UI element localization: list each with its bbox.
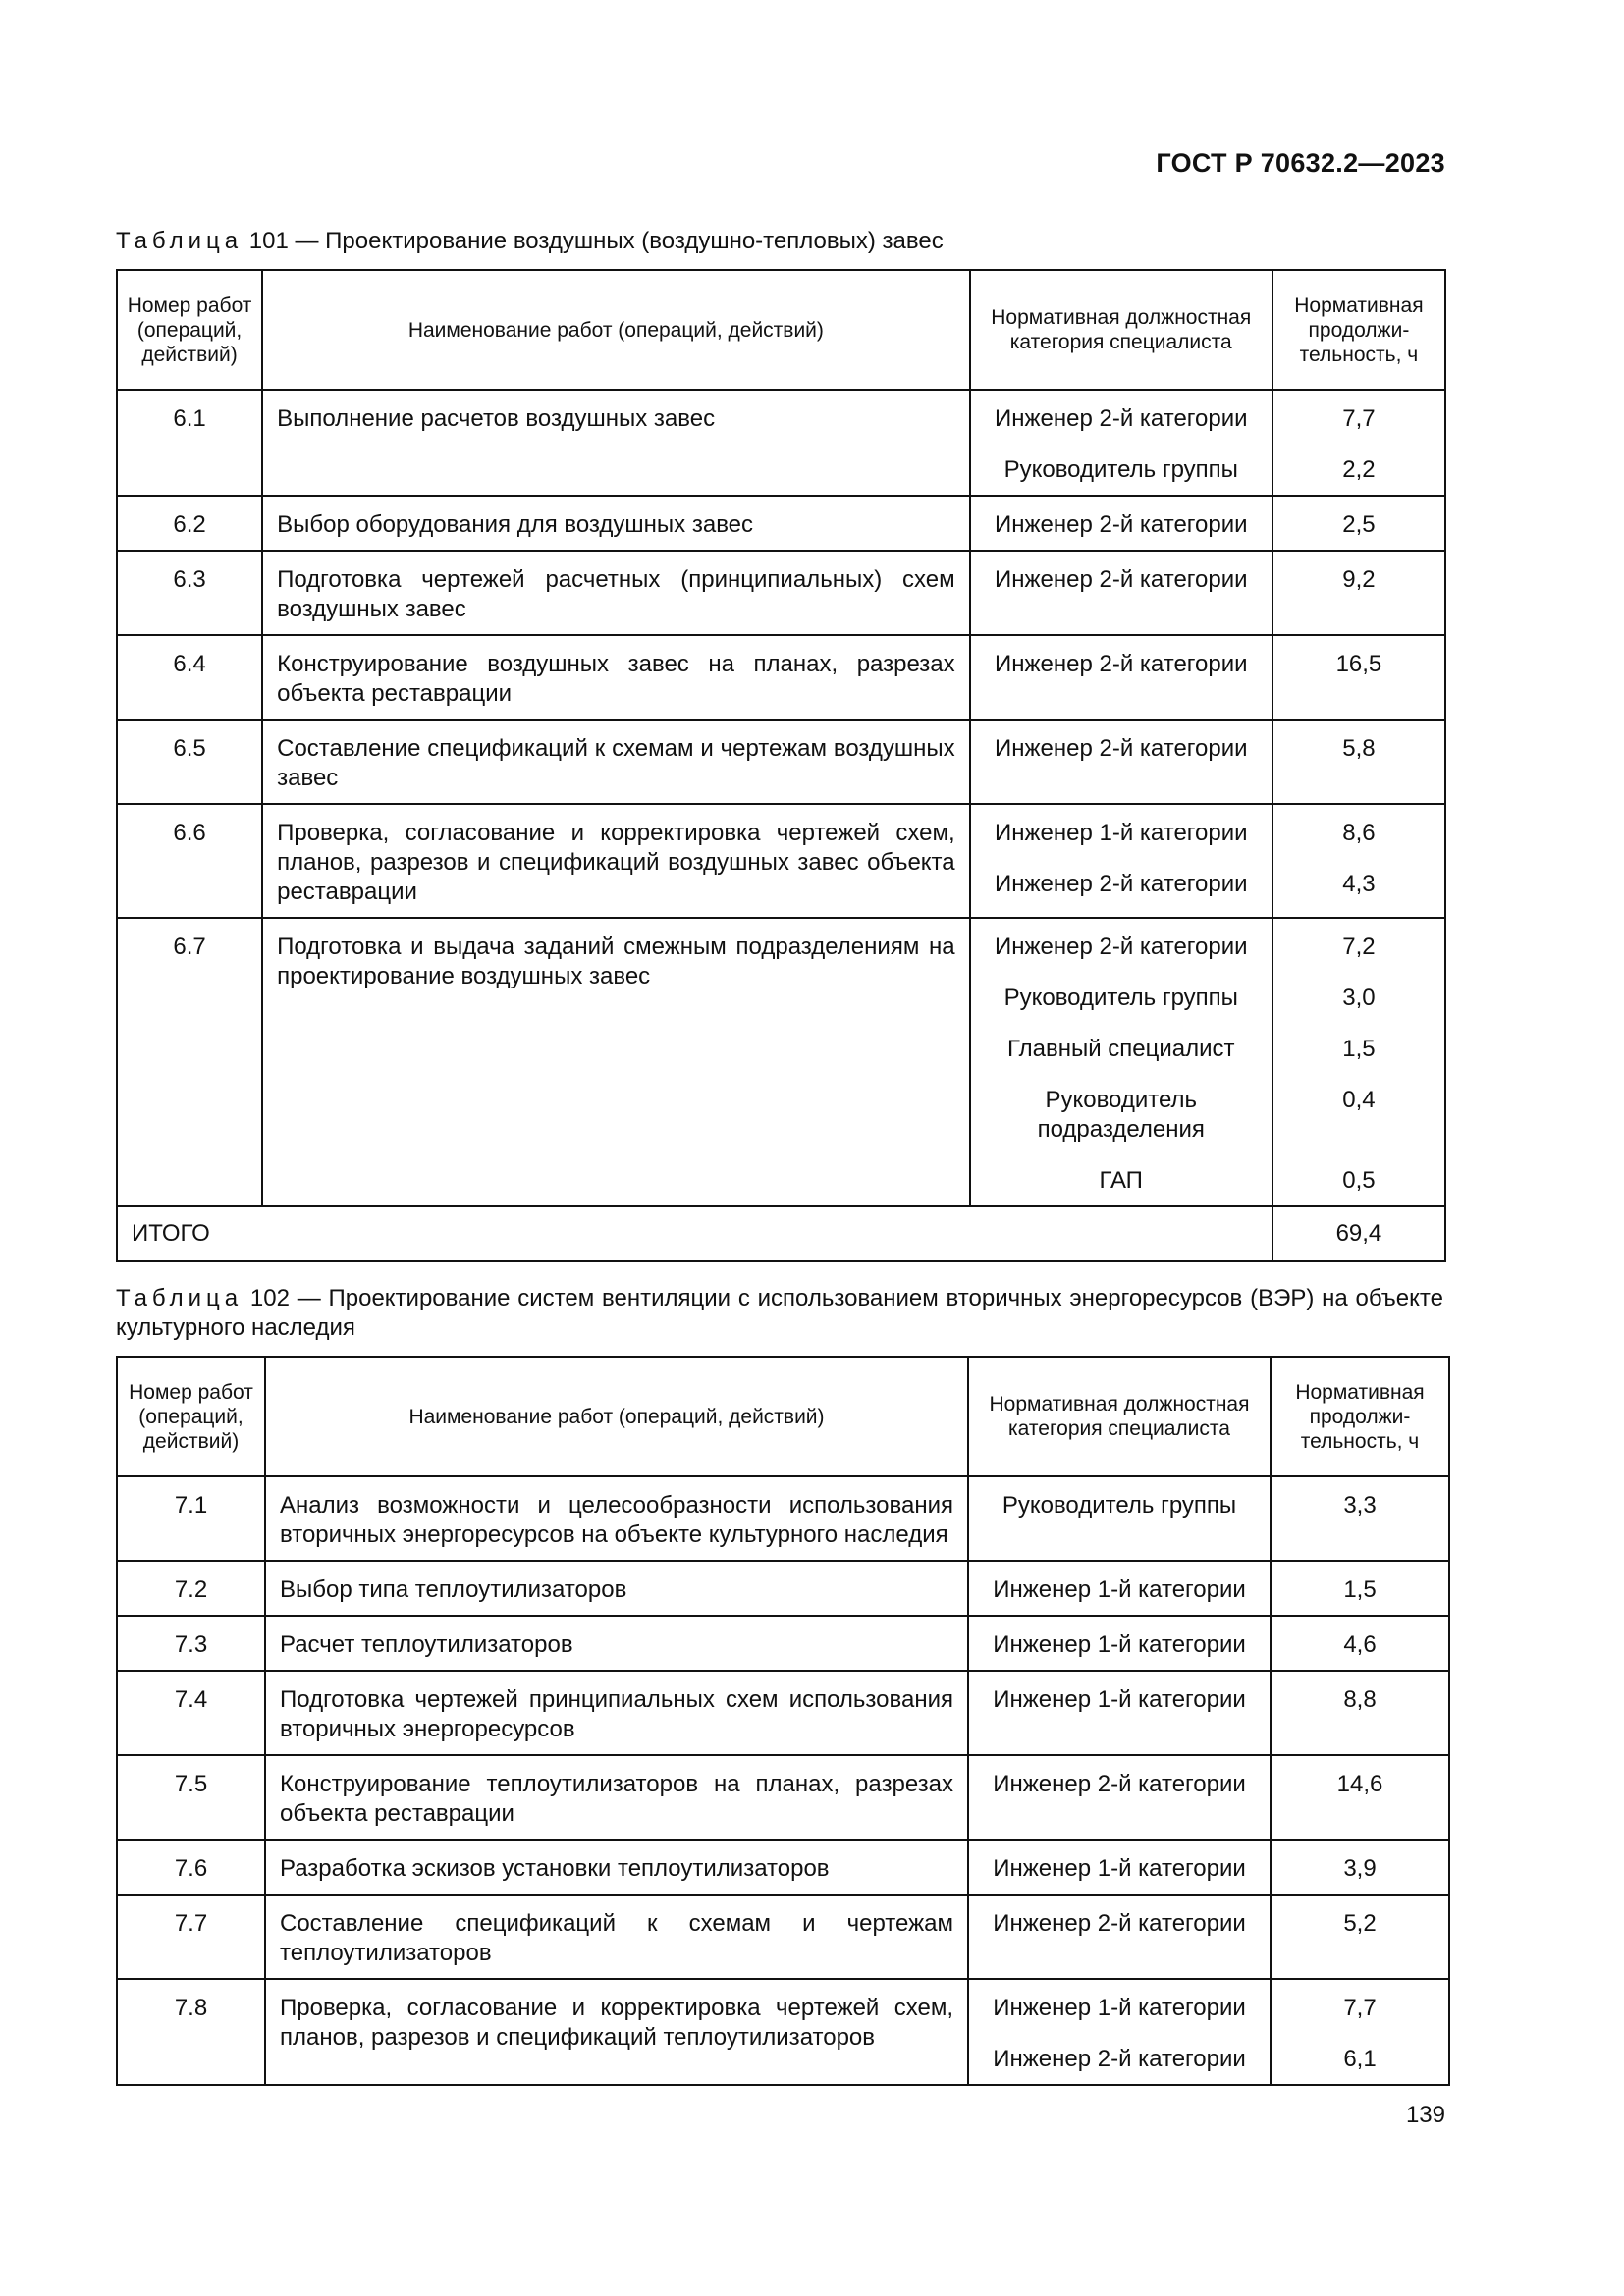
duration-hours: 1,5 — [1342, 1036, 1376, 1062]
specialist-category: Инженер 1-й категории — [993, 1855, 1246, 1882]
duration-cell — [1271, 1561, 1449, 1616]
specialist-category: Инженер 1-й категории — [993, 1631, 1246, 1658]
duration-hours: 4,6 — [1343, 1631, 1377, 1658]
table-row — [117, 1671, 1449, 1755]
duration-cell — [1271, 1895, 1449, 1979]
specialist-category-cell — [970, 918, 1272, 1206]
work-name: Конструирование воздушных завес на планах, разрезах объекта реставрации — [262, 635, 970, 720]
duration-cell — [1272, 918, 1445, 1206]
work-name: Конструирование теплоутилизаторов на планах, разрезах объекта реставрации — [265, 1755, 968, 1840]
duration-cell — [1271, 1840, 1449, 1895]
caption-prefix: Таблица — [116, 228, 244, 254]
duration-hours: 3,3 — [1343, 1492, 1377, 1519]
specialist-category-cell — [970, 804, 1272, 918]
table-row — [117, 1979, 1449, 2085]
specialist-category-cell — [968, 1895, 1271, 1979]
duration-cell — [1272, 390, 1445, 496]
work-number: 6.6 — [117, 804, 262, 918]
duration-hours: 7,7 — [1343, 1995, 1377, 2021]
col-header-duration: Нормативная продолжи-тельность, ч — [1272, 270, 1445, 390]
total-row — [117, 1206, 1445, 1261]
table-row — [117, 551, 1445, 635]
duration-cell — [1271, 1755, 1449, 1840]
duration-cell — [1272, 635, 1445, 720]
specialist-category-cell — [968, 1979, 1271, 2085]
specialist-category: Руководитель подразделения — [1037, 1087, 1205, 1143]
specialist-category: Руководитель группы — [1003, 456, 1238, 483]
table-row — [117, 1616, 1449, 1671]
total-label: ИТОГО — [117, 1206, 1272, 1261]
specialist-category: Инженер 2-й категории — [993, 1910, 1246, 1937]
specialist-category-cell — [968, 1755, 1271, 1840]
specialist-category: Руководитель группы — [1003, 985, 1238, 1011]
work-name: Выбор оборудования для воздушных завес — [262, 496, 970, 551]
col-header-num: Номер работ (операций, действий) — [117, 1357, 265, 1476]
specialist-category: Инженер 2-й категории — [994, 651, 1248, 677]
specialist-category: Инженер 2-й категории — [994, 871, 1248, 897]
specialist-category-cell — [968, 1561, 1271, 1616]
duration-cell — [1271, 1616, 1449, 1671]
duration-hours: 2,5 — [1342, 511, 1376, 538]
duration-hours: 3,0 — [1342, 985, 1376, 1011]
specialist-category-cell — [970, 390, 1272, 496]
work-name: Подготовка чертежей расчетных (принципиальных) схем воздушных завес — [262, 551, 970, 635]
specialist-category: Инженер 2-й категории — [994, 566, 1248, 593]
specialist-category: Инженер 2-й категории — [994, 934, 1248, 960]
table-101-body — [117, 390, 1445, 1206]
duration-cell — [1272, 804, 1445, 918]
table-row — [117, 390, 1445, 496]
total-value: 69,4 — [1272, 1206, 1445, 1261]
work-name: Выбор типа теплоутилизаторов — [265, 1561, 968, 1616]
work-number: 6.1 — [117, 390, 262, 496]
specialist-category-cell — [968, 1840, 1271, 1895]
work-name: Проверка, согласование и корректировка чертежей схем, планов, разрезов и спецификаций теплоутилизаторов — [265, 1979, 968, 2085]
work-number: 7.5 — [117, 1755, 265, 1840]
work-number: 7.1 — [117, 1476, 265, 1561]
specialist-category-cell — [970, 551, 1272, 635]
col-header-name: Наименование работ (операций, действий) — [262, 270, 970, 390]
specialist-category-cell — [968, 1671, 1271, 1755]
col-header-category: Нормативная должностная категория специалиста — [968, 1357, 1271, 1476]
specialist-category: Инженер 1-й категории — [993, 1686, 1246, 1713]
work-name: Разработка эскизов установки теплоутилизаторов — [265, 1840, 968, 1895]
work-number: 7.3 — [117, 1616, 265, 1671]
duration-cell — [1271, 1476, 1449, 1561]
duration-hours: 7,2 — [1342, 934, 1376, 960]
table-row — [117, 1561, 1449, 1616]
duration-hours: 9,2 — [1342, 566, 1376, 593]
work-number: 7.8 — [117, 1979, 265, 2085]
duration-cell — [1272, 551, 1445, 635]
caption-title: 102 — Проектирование систем вентиляции с использованием вторичных энергоресурсов (ВЭР) на объекте культурного наследия — [116, 1285, 1443, 1341]
specialist-category: Инженер 2-й категории — [994, 405, 1248, 432]
work-name: Подготовка чертежей принципиальных схем использования вторичных энергоресурсов — [265, 1671, 968, 1755]
duration-hours: 5,2 — [1343, 1910, 1377, 1937]
col-header-category: Нормативная должностная категория специалиста — [970, 270, 1272, 390]
duration-cell — [1272, 720, 1445, 804]
work-number: 6.3 — [117, 551, 262, 635]
table-row — [117, 1840, 1449, 1895]
work-number: 6.4 — [117, 635, 262, 720]
duration-cell — [1272, 496, 1445, 551]
table-row — [117, 918, 1445, 1206]
page-number: 139 — [1405, 2102, 1445, 2128]
work-number: 6.5 — [117, 720, 262, 804]
specialist-category: Инженер 2-й категории — [993, 2046, 1246, 2072]
specialist-category: Инженер 2-й категории — [994, 735, 1248, 762]
specialist-category-cell — [970, 720, 1272, 804]
table-102-caption — [116, 1284, 1443, 1343]
table-row — [117, 635, 1445, 720]
work-number: 7.4 — [117, 1671, 265, 1755]
table-row — [117, 804, 1445, 918]
specialist-category: Инженер 2-й категории — [993, 1771, 1246, 1797]
table-header-row — [117, 1357, 1449, 1476]
table-101-caption — [116, 227, 1443, 256]
duration-cell — [1271, 1979, 1449, 2085]
work-name: Проверка, согласование и корректировка чертежей схем, планов, разрезов и спецификаций воздушных завес объекта реставрации — [262, 804, 970, 918]
work-name: Выполнение расчетов воздушных завес — [262, 390, 970, 496]
specialist-category-cell — [970, 496, 1272, 551]
duration-hours: 14,6 — [1336, 1771, 1383, 1797]
table-102-body — [117, 1476, 1449, 2085]
specialist-category: Инженер 1-й категории — [993, 1995, 1246, 2021]
specialist-category: Инженер 1-й категории — [994, 820, 1248, 846]
work-name: Подготовка и выдача заданий смежным подразделениям на проектирование воздушных завес — [262, 918, 970, 1206]
work-number: 6.2 — [117, 496, 262, 551]
standard-designation: ГОСТ Р 70632.2—2023 — [1156, 148, 1445, 178]
specialist-category-cell — [968, 1616, 1271, 1671]
duration-hours: 1,5 — [1343, 1576, 1377, 1603]
duration-hours: 7,7 — [1342, 405, 1376, 432]
duration-hours: 5,8 — [1342, 735, 1376, 762]
table-row — [117, 1895, 1449, 1979]
col-header-duration: Нормативная продолжи-тельность, ч — [1271, 1357, 1449, 1476]
table-header-row — [117, 270, 1445, 390]
table-102 — [116, 1356, 1450, 2086]
specialist-category-cell — [968, 1476, 1271, 1561]
work-name: Составление спецификаций к схемам и чертежам теплоутилизаторов — [265, 1895, 968, 1979]
caption-title: 101 — Проектирование воздушных (воздушно-тепловых) завес — [248, 228, 944, 254]
work-name: Анализ возможности и целесообразности использования вторичных энергоресурсов на объекте культурного наследия — [265, 1476, 968, 1561]
work-number: 6.7 — [117, 918, 262, 1206]
specialist-category: Главный специалист — [1006, 1036, 1235, 1062]
specialist-category: Инженер 2-й категории — [994, 511, 1248, 538]
specialist-category: Инженер 1-й категории — [993, 1576, 1246, 1603]
duration-hours: 2,2 — [1342, 456, 1376, 483]
duration-hours: 3,9 — [1343, 1855, 1377, 1882]
duration-hours: 6,1 — [1343, 2046, 1377, 2072]
table-row — [117, 496, 1445, 551]
duration-hours: 4,3 — [1342, 871, 1376, 897]
duration-cell — [1271, 1671, 1449, 1755]
specialist-category: Руководитель группы — [1001, 1492, 1237, 1519]
work-number: 7.6 — [117, 1840, 265, 1895]
table-row — [117, 1476, 1449, 1561]
duration-hours: 0,4 — [1342, 1087, 1376, 1113]
col-header-name: Наименование работ (операций, действий) — [265, 1357, 968, 1476]
duration-hours: 16,5 — [1335, 651, 1382, 677]
table-101 — [116, 269, 1446, 1262]
work-number: 7.7 — [117, 1895, 265, 1979]
caption-prefix: Таблица — [116, 1285, 244, 1311]
work-name: Расчет теплоутилизаторов — [265, 1616, 968, 1671]
duration-hours: 8,6 — [1342, 820, 1376, 846]
work-number: 7.2 — [117, 1561, 265, 1616]
col-header-num: Номер работ (операций, действий) — [117, 270, 262, 390]
work-name: Составление спецификаций к схемам и чертежам воздушных завес — [262, 720, 970, 804]
specialist-category: ГАП — [1099, 1167, 1143, 1194]
duration-hours: 0,5 — [1342, 1167, 1376, 1194]
duration-hours: 8,8 — [1343, 1686, 1377, 1713]
table-row — [117, 720, 1445, 804]
specialist-category-cell — [970, 635, 1272, 720]
table-row — [117, 1755, 1449, 1840]
